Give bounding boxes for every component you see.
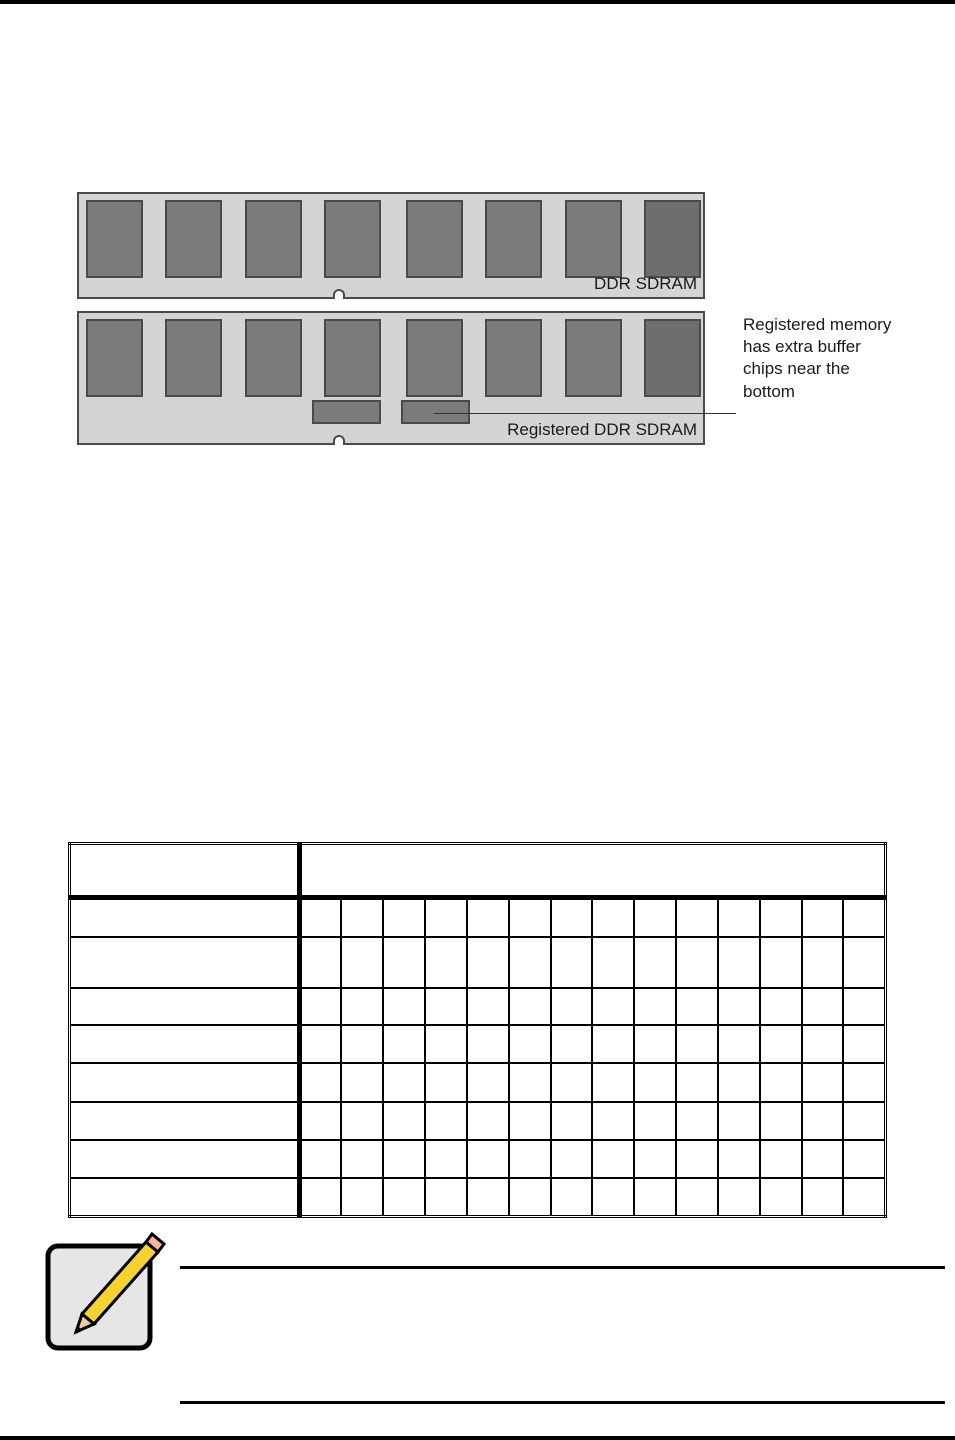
- table-cell: [592, 988, 634, 1025]
- table-cell: [592, 898, 634, 938]
- table-cell: [760, 1178, 802, 1217]
- table-cell: [551, 1063, 593, 1102]
- note-bottom-rule: [180, 1401, 945, 1404]
- table-cell: [551, 937, 593, 988]
- table-cell: [509, 1178, 551, 1217]
- compatibility-grid-table: [68, 842, 887, 1218]
- table-cell: [341, 1178, 383, 1217]
- table-row-label-cell: [70, 1063, 300, 1102]
- table-cell: [843, 988, 885, 1025]
- table-cell: [425, 898, 467, 938]
- buffer-chip: [401, 400, 470, 424]
- table-cell: [425, 937, 467, 988]
- table-cell: [509, 898, 551, 938]
- table-cell: [551, 1025, 593, 1063]
- page-bottom-rule: [0, 1436, 955, 1440]
- table-cell: [802, 937, 844, 988]
- table-row-label-cell: [70, 898, 300, 938]
- table-cell: [509, 988, 551, 1025]
- table-cell: [551, 988, 593, 1025]
- table-cell: [592, 1140, 634, 1178]
- table-row-label-cell: [70, 988, 300, 1025]
- table-cell: [802, 1063, 844, 1102]
- page-top-rule: [0, 0, 955, 4]
- table-cell: [592, 1025, 634, 1063]
- table-cell: [634, 1140, 676, 1178]
- table-cell: [802, 1140, 844, 1178]
- table-cell: [718, 937, 760, 988]
- table-cell: [676, 988, 718, 1025]
- table-row-label-cell: [70, 1178, 300, 1217]
- table-cell: [509, 1025, 551, 1063]
- table-cell: [760, 1025, 802, 1063]
- table-cell: [300, 937, 342, 988]
- table-cell: [676, 937, 718, 988]
- table-cell: [760, 1063, 802, 1102]
- table-cell: [634, 988, 676, 1025]
- table-cell: [802, 1102, 844, 1140]
- table-cell: [551, 898, 593, 938]
- table-header-row: [70, 844, 886, 898]
- table-cell: [300, 1063, 342, 1102]
- table-cell: [760, 1102, 802, 1140]
- memory-chip: [86, 319, 143, 397]
- table-header-cell: [300, 844, 886, 898]
- table-cell: [592, 1178, 634, 1217]
- memory-module-figure: [76, 190, 896, 450]
- pencil-note-icon: [44, 1232, 168, 1352]
- table-cell: [341, 988, 383, 1025]
- table-cell: [551, 1178, 593, 1217]
- table-cell: [718, 1025, 760, 1063]
- table-row: [70, 1102, 886, 1140]
- table-cell: [718, 1140, 760, 1178]
- table-cell: [425, 1178, 467, 1217]
- table-cell: [467, 1063, 509, 1102]
- table-cell: [383, 988, 425, 1025]
- table-row: [70, 1063, 886, 1102]
- table-cell: [509, 1102, 551, 1140]
- table-cell: [509, 1140, 551, 1178]
- table-cell: [383, 1140, 425, 1178]
- memory-chip: [406, 200, 463, 278]
- memory-chip: [644, 200, 701, 278]
- table-row-label-cell: [70, 1025, 300, 1063]
- table-cell: [718, 898, 760, 938]
- table-cell: [341, 1063, 383, 1102]
- table-cell: [843, 1102, 885, 1140]
- table-cell: [383, 1025, 425, 1063]
- table-cell: [300, 1025, 342, 1063]
- callout-text: Registered memory has extra buffer chips near the bottom: [743, 315, 892, 401]
- memory-chip: [324, 200, 381, 278]
- table-cell: [843, 898, 885, 938]
- table-cell: [300, 898, 342, 938]
- table-cell: [341, 898, 383, 938]
- table-cell: [467, 1025, 509, 1063]
- table-cell: [760, 898, 802, 938]
- memory-chip: [485, 200, 542, 278]
- table-cell: [467, 1178, 509, 1217]
- module-key-notch: [333, 289, 345, 299]
- table-cell: [551, 1102, 593, 1140]
- table-row-label-cell: [70, 1140, 300, 1178]
- table-cell: [425, 1063, 467, 1102]
- memory-chip: [644, 319, 701, 397]
- table-cell: [467, 988, 509, 1025]
- table-cell: [676, 1025, 718, 1063]
- table-cell: [592, 937, 634, 988]
- table-row: [70, 988, 886, 1025]
- note-top-rule: [180, 1266, 945, 1269]
- table-cell: [676, 1178, 718, 1217]
- table-cell: [383, 937, 425, 988]
- table-cell: [425, 1140, 467, 1178]
- table-row: [70, 1025, 886, 1063]
- registered-ddr-sdram-module: [77, 311, 705, 445]
- table-row-label-cell: [70, 937, 300, 988]
- table-cell: [300, 1178, 342, 1217]
- memory-chip: [86, 200, 143, 278]
- table-cell: [383, 898, 425, 938]
- table-cell: [592, 1102, 634, 1140]
- table-cell: [341, 1140, 383, 1178]
- memory-chip: [324, 319, 381, 397]
- table-cell: [802, 1178, 844, 1217]
- module-label: DDR SDRAM: [594, 274, 697, 293]
- table-cell: [467, 898, 509, 938]
- table-cell: [843, 1178, 885, 1217]
- table-cell: [341, 937, 383, 988]
- table-cell: [676, 1063, 718, 1102]
- table-cell: [634, 1025, 676, 1063]
- table-cell: [843, 1063, 885, 1102]
- table-cell: [634, 1063, 676, 1102]
- table-cell: [425, 1102, 467, 1140]
- table-cell: [676, 1102, 718, 1140]
- table-cell: [634, 898, 676, 938]
- callout-leader-line: [434, 413, 736, 414]
- table-cell: [802, 988, 844, 1025]
- memory-chip: [245, 200, 302, 278]
- table-cell: [509, 937, 551, 988]
- memory-chip: [406, 319, 463, 397]
- table-row-label-cell: [70, 1102, 300, 1140]
- table-row: [70, 937, 886, 988]
- table-cell: [300, 1102, 342, 1140]
- memory-chip: [245, 319, 302, 397]
- table-cell: [383, 1102, 425, 1140]
- table-cell: [843, 937, 885, 988]
- table-cell: [760, 937, 802, 988]
- table-cell: [551, 1140, 593, 1178]
- memory-chip: [485, 319, 542, 397]
- memory-chip: [565, 319, 622, 397]
- memory-chip: [165, 319, 222, 397]
- table-row: [70, 1140, 886, 1178]
- table-cell: [718, 1178, 760, 1217]
- table-cell: [425, 1025, 467, 1063]
- table-cell: [341, 1102, 383, 1140]
- table-cell: [676, 1140, 718, 1178]
- table-cell: [300, 988, 342, 1025]
- table-cell: [425, 988, 467, 1025]
- table-cell: [300, 1140, 342, 1178]
- table-cell: [843, 1025, 885, 1063]
- memory-chip: [165, 200, 222, 278]
- table-cell: [341, 1025, 383, 1063]
- table-cell: [634, 937, 676, 988]
- buffer-chip: [312, 400, 381, 424]
- table-cell: [634, 1102, 676, 1140]
- table-cell: [718, 988, 760, 1025]
- table-cell: [467, 937, 509, 988]
- ddr-sdram-module: [77, 192, 705, 299]
- table-cell: [802, 898, 844, 938]
- table-row: [70, 898, 886, 938]
- table-cell: [760, 1140, 802, 1178]
- table-header-cell: [70, 844, 300, 898]
- table-cell: [634, 1178, 676, 1217]
- table-cell: [676, 898, 718, 938]
- table-cell: [592, 1063, 634, 1102]
- table-cell: [802, 1025, 844, 1063]
- table-cell: [718, 1102, 760, 1140]
- module-label: Registered DDR SDRAM: [507, 420, 697, 439]
- table-cell: [467, 1140, 509, 1178]
- table-cell: [467, 1102, 509, 1140]
- module-key-notch: [333, 435, 345, 445]
- table-cell: [383, 1178, 425, 1217]
- table-row: [70, 1178, 886, 1217]
- table-cell: [843, 1140, 885, 1178]
- table-cell: [383, 1063, 425, 1102]
- table-cell: [718, 1063, 760, 1102]
- memory-chip: [565, 200, 622, 278]
- table-cell: [760, 988, 802, 1025]
- table-cell: [509, 1063, 551, 1102]
